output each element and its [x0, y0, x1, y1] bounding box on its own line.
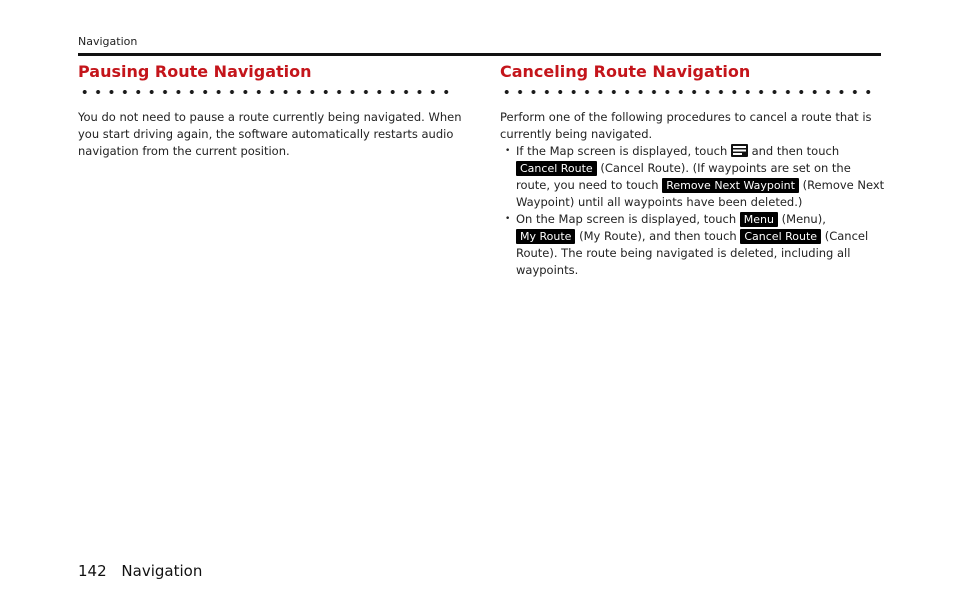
text: (My Route), and then touch: [579, 229, 737, 243]
procedure-list: [500, 143, 885, 279]
pausing-body: You do not need to pause a route currently being navigated. When you start driving again, the software automatically restarts audio navigation from the current position.: [78, 110, 462, 158]
cancel-route-button: Cancel Route: [516, 161, 597, 176]
my-route-button: My Route: [516, 229, 575, 244]
text: (Remove Next Waypoint) until all waypoints have been deleted.): [516, 178, 885, 209]
running-header: Navigation: [78, 35, 138, 48]
title-dot-divider: [78, 89, 450, 95]
canceling-intro: Perform one of the following procedures to cancel a route that is currently being navigated.: [500, 110, 872, 141]
procedure-item-1: [500, 143, 885, 211]
text: (Menu),: [781, 212, 826, 226]
page-number: 142: [78, 562, 107, 580]
text: On the Map screen is displayed, touch: [516, 212, 737, 226]
text: (Cancel Route). The route being navigated is deleted, including all waypoints.: [516, 229, 869, 277]
pausing-section: [78, 62, 463, 160]
menu-button: Menu: [740, 212, 778, 227]
procedure-item-2: [500, 211, 885, 279]
text: and then touch: [751, 144, 840, 158]
map-menu-icon: [731, 144, 748, 157]
title-dot-divider: [500, 89, 872, 95]
text: (Cancel Route). (If waypoints are set on the route, you need to touch: [516, 161, 851, 192]
footer-section: Navigation: [121, 562, 203, 580]
text: If the Map screen is displayed, touch: [516, 144, 728, 158]
canceling-title: Canceling Route Navigation: [500, 62, 751, 81]
page-footer: [78, 562, 202, 580]
canceling-section: [500, 62, 885, 279]
header-rule: [78, 53, 881, 56]
pausing-title: Pausing Route Navigation: [78, 62, 312, 81]
remove-next-waypoint-button: Remove Next Waypoint: [662, 178, 799, 193]
cancel-route-button: Cancel Route: [740, 229, 821, 244]
